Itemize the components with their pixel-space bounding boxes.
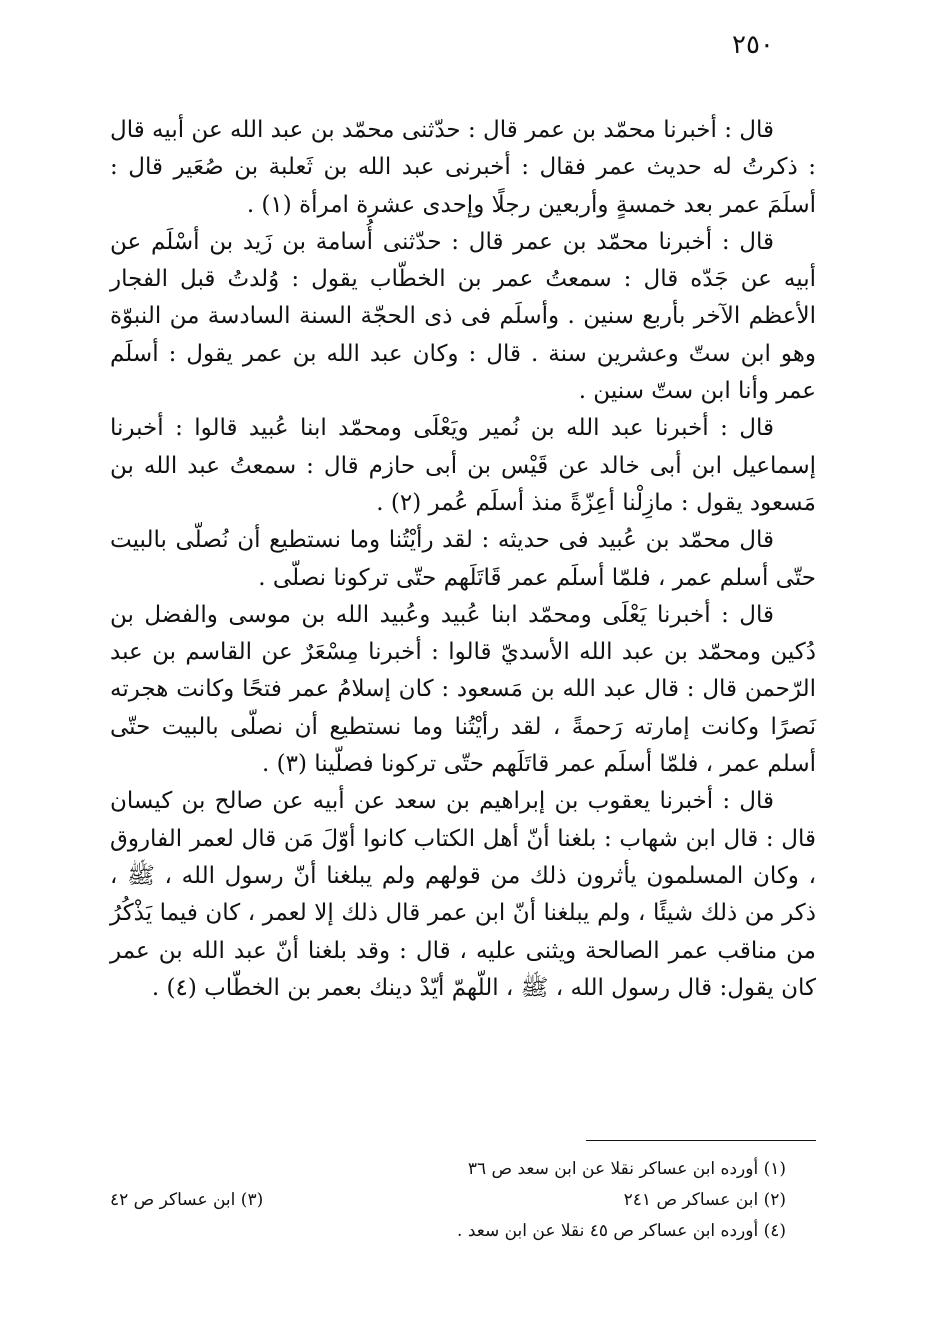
footnote-2: (٢) ابن عساكر ص ٢٤١: [623, 1190, 786, 1210]
page-number: ٢٥٠: [732, 30, 774, 60]
footnote-1: (١) أورده ابن عساكر نقلا عن ابن سعد ص ٣٦: [467, 1159, 786, 1179]
paragraph: قال : أخبرنا محمّد بن عمر قال : حدّثنى محمّد بن عبد الله عن أبيه قال : ذكرتُ له حديث عمر فقال : أخبرنى عبد الله بن ثَعلبة بن صُعَير قال : أسلَمَ عمر بعد خمسةٍ وأربعين رجلًا وإحدى عشرة امرأة (١) .: [110, 117, 816, 218]
footnote-3: (٣) ابن عساكر ص ٤٢: [110, 1190, 264, 1210]
paragraph: قال : أخبرنا محمّد بن عمر قال : حدّثنى أُسامة بن زَيد بن أسْلَم عن أبيه عن جَدّه قال : سمعتُ عمر بن الخطّاب يقول : وُلدتُ قبل الفجار الأعظم الآخر بأربع سنين . وأسلَم فى ذى الحجّة السنة السادسة من النبوّة وهو ابن ستّ وعشرين سنة . قال : وكان عبد الله بن عمر يقول : أسلَم عمر وأنا ابن ستّ سنين .: [110, 228, 816, 405]
paragraph: قال : أخبرنا عبد الله بن نُمير ويَعْلَى ومحمّد ابنا عُبيد قالوا : أخبرنا إسماعيل ابن أبى خالد عن قَيْس بن أبى حازم قال : سمعتُ عبد الله بن مَسعود يقول : مازِلْنا أعِزّةً منذ أسلَم عُمر (٢) .: [110, 415, 816, 516]
footnote-row: [110, 1216, 786, 1247]
paragraph: قال : أخبرنا يَعْلَى ومحمّد ابنا عُبيد وعُبيد الله بن موسى والفضل بن دُكين ومحمّد بن عبد الله الأسديّ قالوا : أخبرنا مِسْعَرٌ عن القاسم بن عبد الرّحمن قال : قال عبد الله بن مَسعود : كان إسلامُ عمر فتحًا وكانت هجرته نَصرًا وكانت إمارته رَحمةً ، لقد رأيْتُنا وما نستطيع أن نصلّى بالبيت حتّى أسلم عمر ، فلمّا أسلَم عمر قاتَلَهم حتّى تركونا فصلّينا (٣) .: [110, 601, 816, 778]
paragraph: قال محمّد بن عُبيد فى حديثه : لقد رأيْتُنا وما نستطيع أن نُصلّى بالبيت حتّى أسلم عمر ، فلمّا أسلَم عمر قَاتَلَهم حتّى تركونا نصلّى .: [110, 527, 816, 591]
footnote-divider: [586, 1140, 816, 1141]
paragraph: قال : أخبرنا يعقوب بن إبراهيم بن سعد عن أبيه عن صالح بن كيسان قال : قال ابن شهاب : بلغنا أنّ أهل الكتاب كانوا أوّلَ مَن قال لعمر الفاروق ، وكان المسلمون يأثرون ذلك من قولهم ولم يبلغنا أنّ رسول الله ، ﷺ ، ذكر من ذلك شيئًا ، ولم يبلغنا أنّ ابن عمر قال ذلك إلا لعمر ، كان فيما يَذْكُرُ من مناقب عمر الصالحة ويثنى عليه ، قال : وقد بلغنا أنّ عبد الله بن عمر كان يقول: قال رسول الله ، ﷺ ، اللّهمّ أيّدْ دينك بعمر بن الخطّاب (٤) .: [110, 788, 816, 1001]
main-text: [110, 112, 816, 1007]
footnotes: [110, 1154, 786, 1247]
footnote-4: (٤) أورده ابن عساكر ص ٤٥ نقلا عن ابن سعد .: [457, 1221, 786, 1241]
footnote-row: [110, 1154, 786, 1185]
footnote-row: [110, 1185, 786, 1216]
